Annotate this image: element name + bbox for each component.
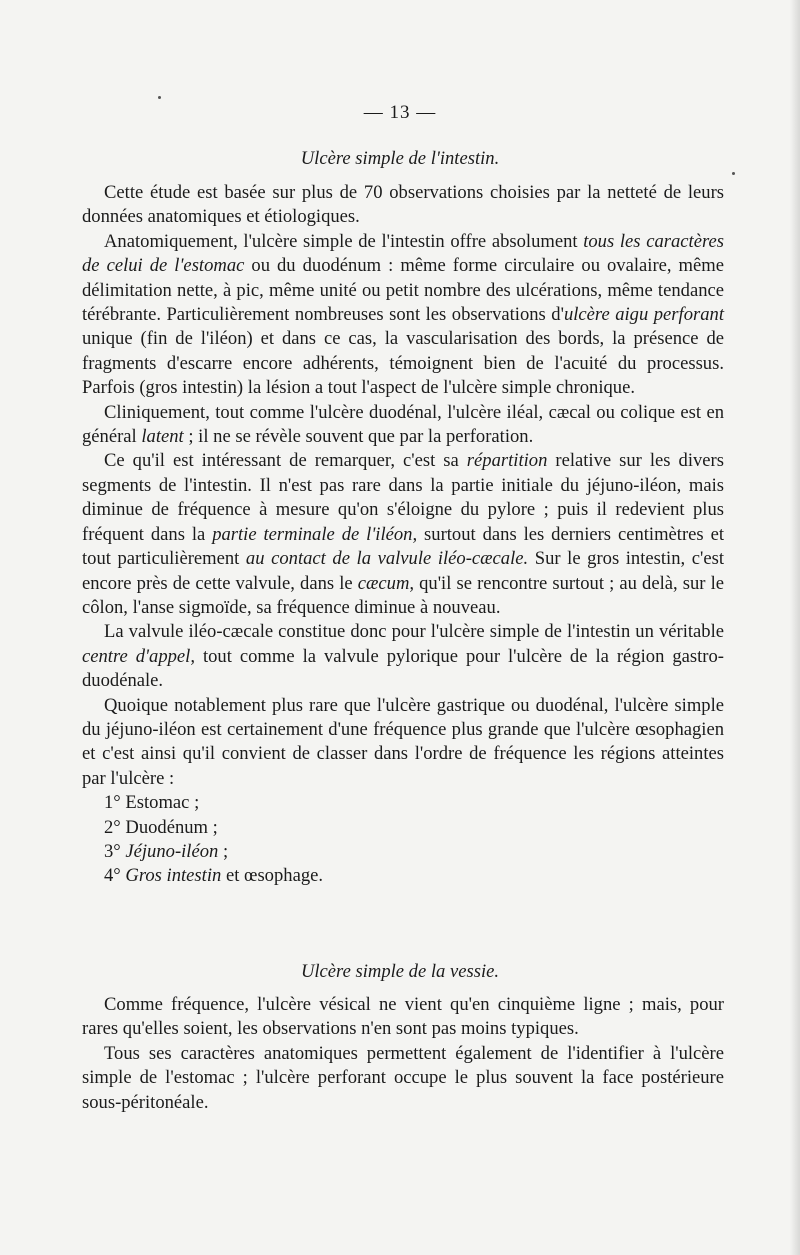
section-body-vessie — [82, 993, 724, 1115]
paragraph-3: Cliniquement, tout comme l'ulcère duodénal, l'ulcère iléal, cæcal ou colique est en général latent ; il ne se révèle souvent que par la perforation. — [82, 401, 724, 448]
section-heading-intestin: Ulcère simple de l'intestin. — [300, 148, 500, 169]
page-edge-shadow — [790, 0, 800, 1255]
page-number: — 13 — — [363, 102, 437, 123]
list-item-estomac: 1° Estomac ; — [104, 792, 200, 814]
section-body-intestin — [82, 181, 724, 889]
paragraph-5: La valvule iléo-cæcale constitue donc pour l'ulcère simple de l'intestin un véritable centre d'appel, tout comme la valvule pylorique pour l'ulcère de la région gastro-duodénale. — [82, 621, 724, 692]
paragraph-1: Cette étude est basée sur plus de 70 observations choisies par la netteté de leurs données anatomiques et étiologiques. — [82, 182, 724, 228]
paragraph-vessie-2: Tous ses caractères anatomiques permettent également de l'identifier à l'ulcère simple de l'estomac ; l'ulcère perforant occupe le plus souvent la face postérieure sous-péritonéale. — [82, 1042, 724, 1113]
speck — [732, 172, 735, 175]
list-item-jejuno-ileon: 3° Jéjuno-iléon ; — [104, 840, 229, 862]
paragraph-4: Ce qu'il est intéressant de remarquer, c'est sa répartition relative sur les divers segments de l'intestin. Il n'est pas rare dans la partie initiale du jéjuno-iléon, mais diminue de fréquence à mesure qu'on s'éloigne du pylore ; puis il redevient plus fréquent dans la partie terminale de l'iléon, surtout dans les derniers centimètres et tout particulièrement au contact de la valvule iléo-cæcale. Sur le gros intestin, c'est encore près de cette valvule, dans le cæcum, qu'il se rencontre surtout ; au delà, sur le côlon, l'anse sigmoïde, sa fréquence diminue à nouveau. — [82, 450, 725, 618]
list-item-duodenum: 2° Duodénum ; — [104, 816, 218, 838]
paragraph-2: Anatomiquement, l'ulcère simple de l'intestin offre absolument tous les caractères de celui de l'estomac ou du duodénum : même forme circulaire ou ovalaire, même délimitation nette, à pic, même unité ou petit nombre des ulcérations, même tendance térébrante. Particulièrement nombreuses sont les observations d'ulcère aigu perforant unique (fin de l'iléon) et dans ce cas, la vascularisation des bords, la présence de fragments d'escarre encore adhérents, témoignent bien de l'acuité du processus. Parfois (gros intestin) la lésion a tout l'aspect de l'ulcère simple chronique. — [82, 230, 724, 399]
speck — [158, 96, 161, 99]
paragraph-6: Quoique notablement plus rare que l'ulcère gastrique ou duodénal, l'ulcère simple du jéjuno-iléon est certainement d'une fréquence plus grande que l'ulcère œsophagien et c'est ainsi qu'il convient de classer dans l'ordre de fréquence les régions atteintes par l'ulcère : — [82, 694, 724, 789]
section-heading-vessie: Ulcère simple de la vessie. — [300, 961, 500, 982]
list-item-gros-intestin: 4° Gros intestin et œsophage. — [104, 865, 324, 887]
paragraph-vessie-1: Comme fréquence, l'ulcère vésical ne vient qu'en cinquième ligne ; mais, pour rares qu'elles soient, les observations n'en sont pas moins typiques. — [82, 994, 724, 1040]
